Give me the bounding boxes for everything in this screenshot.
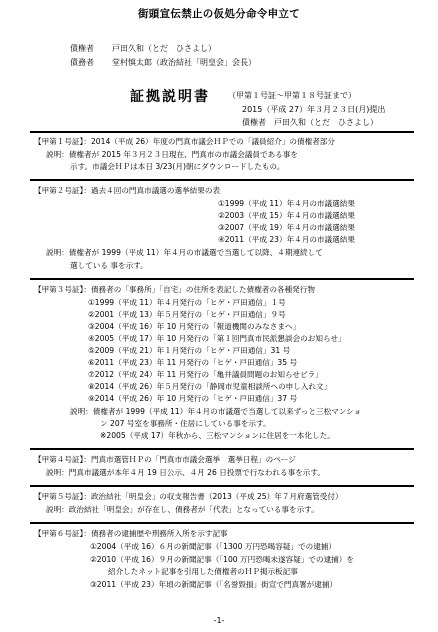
section-3-line: ⑦2012（平成 24）年 11 月発行の「亀井議員問題のお知らせビラ」 <box>88 370 323 379</box>
party-role: 債権者 <box>70 44 94 53</box>
section-divider <box>30 131 414 133</box>
section-3-line: ③2004（平成 16）年 10 月発行の「報道機関のみなさまへ」 <box>88 322 301 331</box>
section-2-line: 説明：債権者が 1999（平成 11）年４月の市議選で当選して以降、４期連続して <box>46 248 323 257</box>
party-debtor <box>70 57 256 68</box>
section-1-line: 説明：債権者が 2015 年３月２３日現在、門真市の市議会議員である事を <box>46 150 298 159</box>
submitter: 債権者 戸田久和（とだ ひさよし） <box>242 118 378 127</box>
section-1-heading: 【甲第１号証】：2014（平成 26）年度の門真市議会ＨＰでの「議員紹介」の債権者部分 <box>34 137 335 146</box>
section-3-line: 説明：債権者が 1999（平成 11）年４月の市議選で当選して以来ずっと三松マンショ <box>70 407 362 416</box>
section-6-heading: 【甲第６号証】：債務者の逮捕歴や刑務所入所を示す記事 <box>34 529 228 538</box>
section-divider <box>30 485 414 487</box>
section-4-heading: 【甲第４号証】：門真市選管ＨＰの「門真市市議会選挙 選挙日程」のページ <box>34 455 296 464</box>
section-3-note: ※2005（平成 17）年秋から、三松マンションに住居を一本化した。 <box>100 431 335 440</box>
page-number: -1- <box>213 616 225 625</box>
section-divider <box>30 522 414 524</box>
evidence-title: 証拠説明書 <box>130 89 210 105</box>
submission-date: 2015（平成 27）年３月２３日(月)提出 <box>242 105 386 114</box>
section-2-line: ①1999（平成 11）年４月の市議選結果 <box>218 199 355 208</box>
section-3-heading: 【甲第３号証】：債務者の「事務所」「自宅」の住所を表記した債権者の各種発行物 <box>34 285 315 294</box>
section-3-line: ②2001（平成 13）年５月発行の「ヒゲ・戸田通信」９号 <box>88 310 286 319</box>
party-role: 債務者 <box>70 58 94 67</box>
section-divider <box>30 278 414 280</box>
section-6-line: 紹介したネット記事を引用した債権者のＨＰ掲示板記事 <box>108 567 298 576</box>
document-title: 街頭宣伝禁止の仮処分命令申立て <box>138 8 300 20</box>
section-4-line: 説明：門真市議選が本年４月 19 日公示、４月 26 日投票で行なわれる事を示す。 <box>46 468 325 477</box>
section-6-line: ②2010（平成 16）９月の新聞記事（「100 万円恐喝未遂容疑」での逮捕）を <box>90 555 354 564</box>
section-5-line: 説明：政治結社「明皇会」が存在し、債務者が「代表」となっている事を示す。 <box>46 505 319 514</box>
section-6-line: ③2011（平成 23）年頃の新聞記事（「名誉毀損」街宣で門真署が逮捕） <box>90 580 338 589</box>
section-3-line: ⑥2011（平成 23）年 11 月発行の「ヒゲ・戸田通信」35 号 <box>88 358 298 367</box>
section-5-heading: 【甲第５号証】：政治結社「明皇会」の収支報告書（2013（平成 25）年７月府選管受付） <box>34 492 343 501</box>
evidence-subtitle: （甲第１号証～甲第１８号証まで） <box>228 91 356 100</box>
section-2-heading: 【甲第２号証】：過去４回の門真市議選の選挙結果の表 <box>34 186 221 195</box>
section-3-line: ④2005（平成 17）年 10 月発行の「第１回門真市民派懇談会のお知らせ」 <box>88 334 346 343</box>
party-creditor <box>70 43 216 54</box>
section-3-line: ン 207 号室を事務所・住居にしている事を示す。 <box>100 419 271 428</box>
section-1-line: 示す。市議会ＨＰは本日 3/23(月)朝にダウンロードしたもの。 <box>70 162 285 171</box>
party-name: 戸田久和（とだ ひさよし） <box>112 44 216 53</box>
section-2-line: ②2003（平成 15）年４月の市議選結果 <box>218 211 355 220</box>
section-2-line: 選している 事を示す。 <box>70 261 148 270</box>
section-3-line: ⑨2014（平成 26）年 10 月発行の「ヒゲ・戸田通信」37 号 <box>88 394 298 403</box>
section-divider <box>30 448 414 450</box>
party-name: 堂村慎太郎（政治結社「明皇会」会長） <box>112 58 256 67</box>
section-3-line: ①1999（平成 11）年４月発行の「ヒゲ・戸田通信」１号 <box>88 298 286 307</box>
section-3-line: ⑧2014（平成 26）年５月発行の「静岡市児童相談所への申し入れ文」 <box>88 382 332 391</box>
section-3-line: ⑤2009（平成 21）年１月発行の「ヒゲ・戸田通信」31 号 <box>88 346 291 355</box>
section-2-line: ③2007（平成 19）年４月の市議選結果 <box>218 223 355 232</box>
section-2-line: ④2011（平成 23）年４月の市議選結果 <box>218 235 355 244</box>
section-divider <box>30 179 414 181</box>
section-6-line: ①2004（平成 16）６月の新聞記事（「1300 万円恐喝容疑」での逮捕） <box>90 542 336 551</box>
